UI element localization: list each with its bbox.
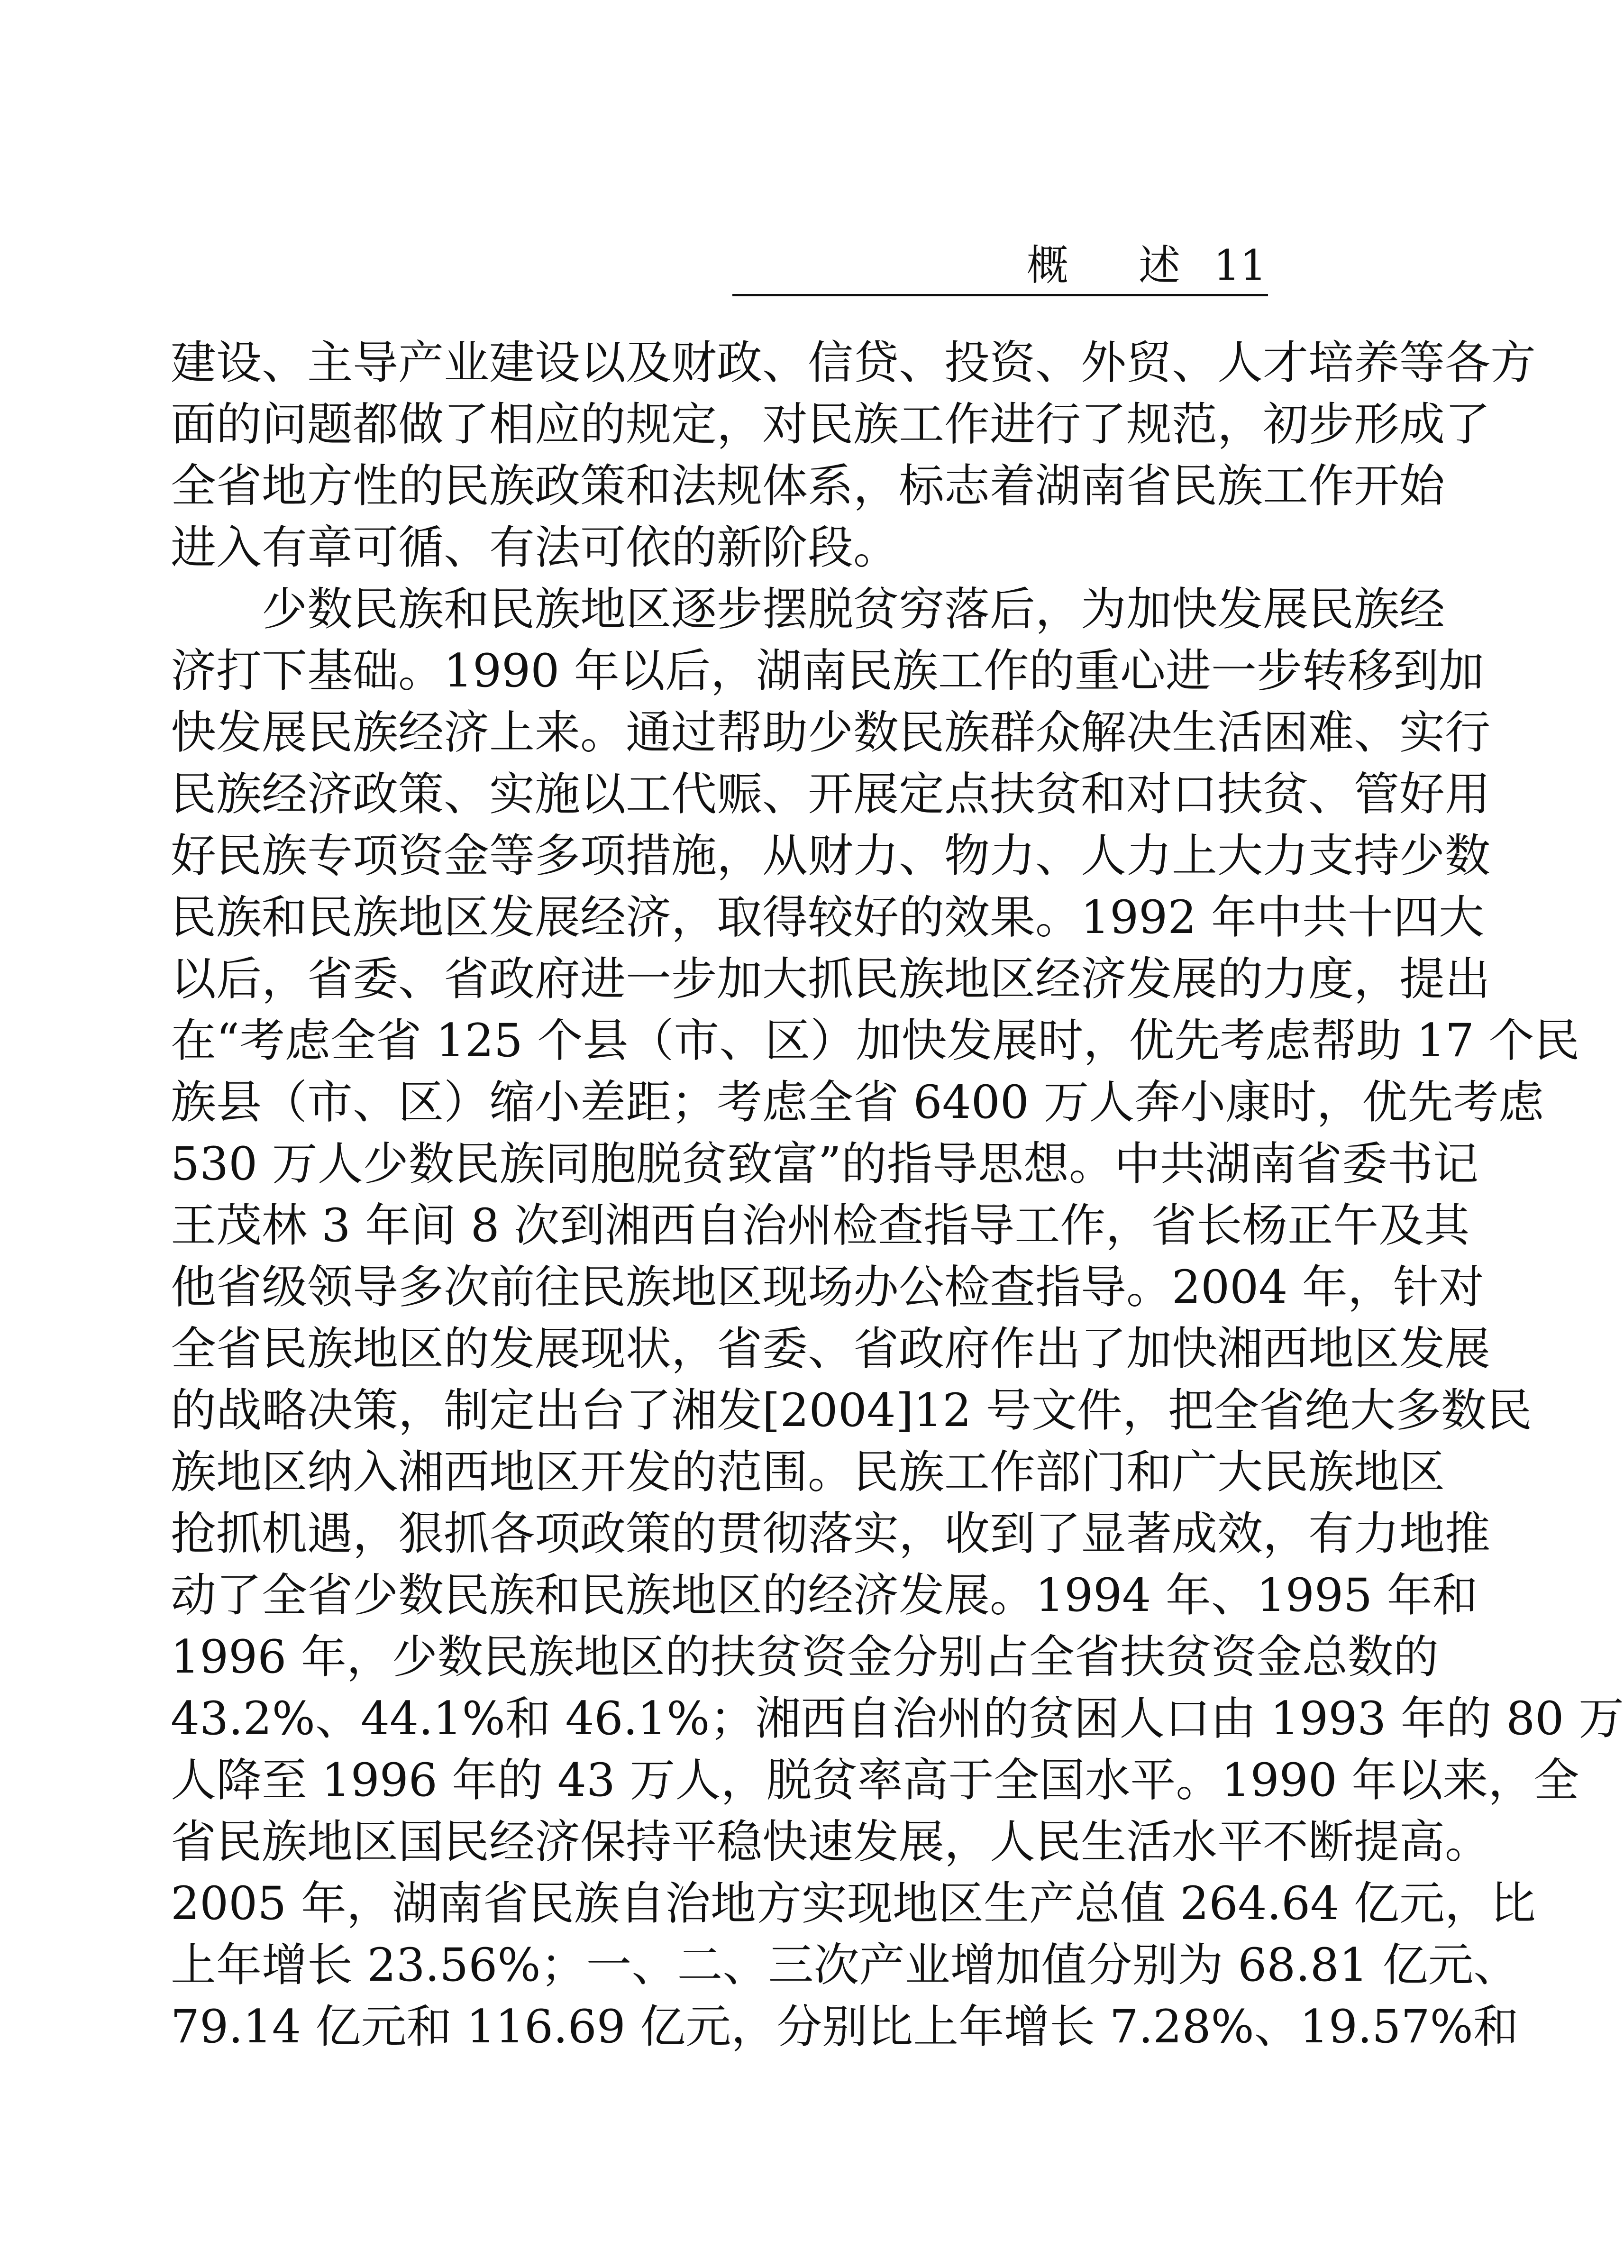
text-line: 少数民族和民族地区逐步摆脱贫穷落后，为加快发展民族经 <box>171 583 1445 636</box>
text-line: 以后，省委、省政府进一步加大抓民族地区经济发展的力度，提出 <box>171 952 1490 1006</box>
text-line: 530 万人少数民族同胞脱贫致富”的指导思想。中共湖南省委书记 <box>171 1137 1478 1190</box>
text-line: 79.14 亿元和 116.69 亿元，分别比上年增长 7.28%、19.57%和 <box>171 2000 1519 2053</box>
text-line: 王茂林 3 年间 8 次到湘西自治州检查指导工作，省长杨正午及其 <box>171 1199 1470 1252</box>
text-line: 动了全省少数民族和民族地区的经济发展。1994 年、1995 年和 <box>171 1569 1478 1622</box>
text-line: 他省级领导多次前往民族地区现场办公检查指导。2004 年，针对 <box>171 1261 1484 1314</box>
text-line: 民族经济政策、实施以工代赈、开展定点扶贫和对口扶贫、管好用 <box>171 768 1490 821</box>
text-line: 抢抓机遇，狠抓各项政策的贯彻落实，收到了显著成效，有力地推 <box>171 1507 1490 1560</box>
text-line: 进入有章可循、有法可依的新阶段。 <box>171 521 899 574</box>
running-header <box>1027 239 1267 292</box>
header-rule <box>732 294 1268 296</box>
text-line: 43.2%、44.1%和 46.1%；湘西自治州的贫困人口由 1993 年的 80 万 <box>171 1692 1624 1745</box>
text-line: 2005 年，湖南省民族自治地方实现地区生产总值 264.64 亿元，比 <box>171 1877 1536 1930</box>
section-title: 概 述 <box>1027 241 1209 290</box>
text-line: 全省地方性的民族政策和法规体系，标志着湖南省民族工作开始 <box>171 459 1445 512</box>
text-line: 人降至 1996 年的 43 万人，脱贫率高于全国水平。1990 年以来，全 <box>171 1754 1579 1807</box>
text-line: 1996 年，少数民族地区的扶贫资金分别占全省扶贫资金总数的 <box>171 1630 1439 1683</box>
text-line: 面的问题都做了相应的规定，对民族工作进行了规范，初步形成了 <box>171 398 1490 451</box>
page-number: 11 <box>1213 241 1267 290</box>
text-line: 族县（市、区）缩小差距；考虑全省 6400 万人奔小康时，优先考虑 <box>171 1076 1544 1129</box>
text-line: 上年增长 23.56%；一、二、三次产业增加值分别为 68.81 亿元、 <box>171 1939 1519 1992</box>
text-line: 建设、主导产业建设以及财政、信贷、投资、外贸、人才培养等各方 <box>171 336 1536 389</box>
text-line: 的战略决策，制定出台了湘发[2004]12 号文件，把全省绝大多数民 <box>171 1384 1532 1437</box>
text-line: 济打下基础。1990 年以后，湖南民族工作的重心进一步转移到加 <box>171 644 1484 697</box>
text-line: 省民族地区国民经济保持平稳快速发展，人民生活水平不断提高。 <box>171 1815 1490 1868</box>
text-line: 在“考虑全省 125 个县（市、区）加快发展时，优先考虑帮助 17 个民 <box>171 1014 1580 1067</box>
text-line: 全省民族地区的发展现状，省委、省政府作出了加快湘西地区发展 <box>171 1322 1490 1375</box>
text-line: 民族和民族地区发展经济，取得较好的效果。1992 年中共十四大 <box>171 891 1484 944</box>
text-line: 族地区纳入湘西地区开发的范围。民族工作部门和广大民族地区 <box>171 1445 1445 1499</box>
text-line: 好民族专项资金等多项措施，从财力、物力、人力上大力支持少数 <box>171 829 1490 882</box>
text-line: 快发展民族经济上来。通过帮助少数民族群众解决生活困难、实行 <box>171 706 1490 759</box>
